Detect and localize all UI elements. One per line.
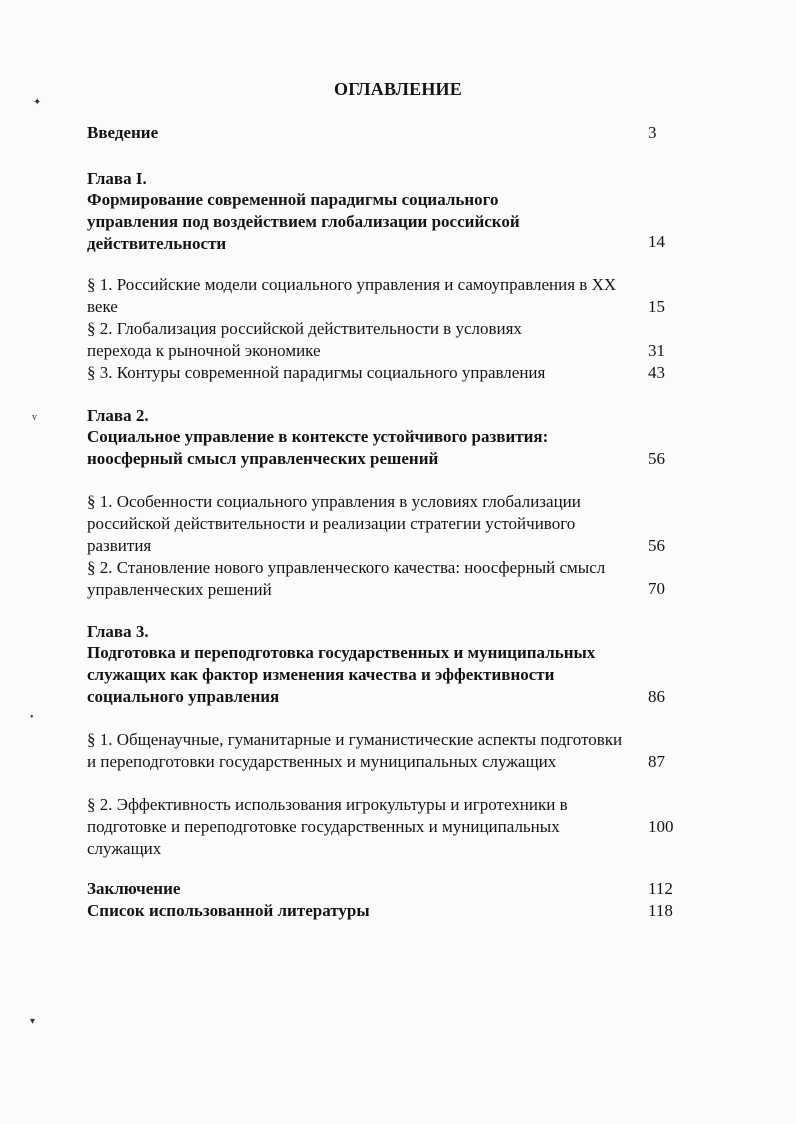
scan-speck: ✦ — [33, 97, 42, 108]
chapter-2-section-2-page: 70 — [648, 579, 665, 598]
chapter-2-section-1 — [87, 491, 637, 557]
toc-references-page: 118 — [648, 901, 673, 920]
chapter-2-section-2 — [87, 557, 617, 601]
chapter-3-title: Подготовка и переподготовка государственных и муниципальных служащих как фактор изменения качества и эффективности социального управления — [87, 643, 596, 706]
chapter-1-section-1 — [87, 274, 647, 318]
section-text: § 1. Российские модели социального управления и самоуправления в XX веке — [87, 275, 617, 316]
section-text: § 2. Становление нового управленческого качества: ноосферный смысл управленческих решений — [87, 558, 606, 599]
toc-references-label: Список использованной литературы — [87, 901, 370, 920]
toc-conclusion-page: 112 — [648, 879, 673, 898]
section-text: § 3. Контуры современной парадигмы социального управления — [87, 363, 546, 382]
chapter-1-section-2-page: 31 — [648, 341, 665, 360]
section-text: § 2. Глобализация российской действительности в условиях перехода к рыночной экономике — [87, 319, 522, 360]
toc-intro-page: 3 — [648, 123, 657, 142]
chapter-1-section-1-page: 15 — [648, 297, 665, 316]
chapter-3-page: 86 — [648, 687, 665, 706]
chapter-1-title: Формирование современной парадигмы социального управления под воздействием глобализации российской действительности — [87, 190, 520, 253]
chapter-1-section-3 — [87, 362, 627, 384]
chapter-3-section-1-page: 87 — [648, 752, 665, 771]
section-text: § 1. Общенаучные, гуманитарные и гуманистические аспекты подготовки и переподготовки государственных и муниципальных служащих — [87, 730, 623, 771]
section-text: § 1. Особенности социального управления в условиях глобализации российской действительности и реализации стратегии устойчивого развития — [87, 492, 581, 555]
chapter-2-title: Социальное управление в контексте устойчивого развития: ноосферный смысл управленческих решений — [87, 427, 549, 468]
scan-speck: ▾ — [30, 1016, 36, 1027]
toc-intro-label: Введение — [87, 123, 159, 142]
chapter-1-heading: Глава I. — [87, 169, 147, 188]
chapter-2-page: 56 — [648, 449, 665, 468]
scan-speck: • — [30, 712, 34, 723]
chapter-1-page: 14 — [648, 232, 665, 251]
chapter-3-heading: Глава 3. — [87, 622, 149, 641]
toc-conclusion-label: Заключение — [87, 879, 181, 898]
chapter-3-section-2-page: 100 — [648, 817, 674, 836]
section-text: § 2. Эффективность использования игрокультуры и игротехники в подготовке и переподготовке государственных и муниципальных служащих — [87, 795, 568, 858]
chapter-2-section-1-page: 56 — [648, 536, 665, 555]
scan-speck: v — [32, 412, 37, 423]
chapter-3-section-1 — [87, 729, 627, 773]
chapter-1-section-3-page: 43 — [648, 363, 665, 382]
page-title: ОГЛАВЛЕНИЕ — [334, 79, 462, 99]
chapter-3-section-2 — [87, 794, 637, 860]
chapter-1-section-2 — [87, 318, 587, 362]
chapter-2-heading: Глава 2. — [87, 406, 149, 425]
